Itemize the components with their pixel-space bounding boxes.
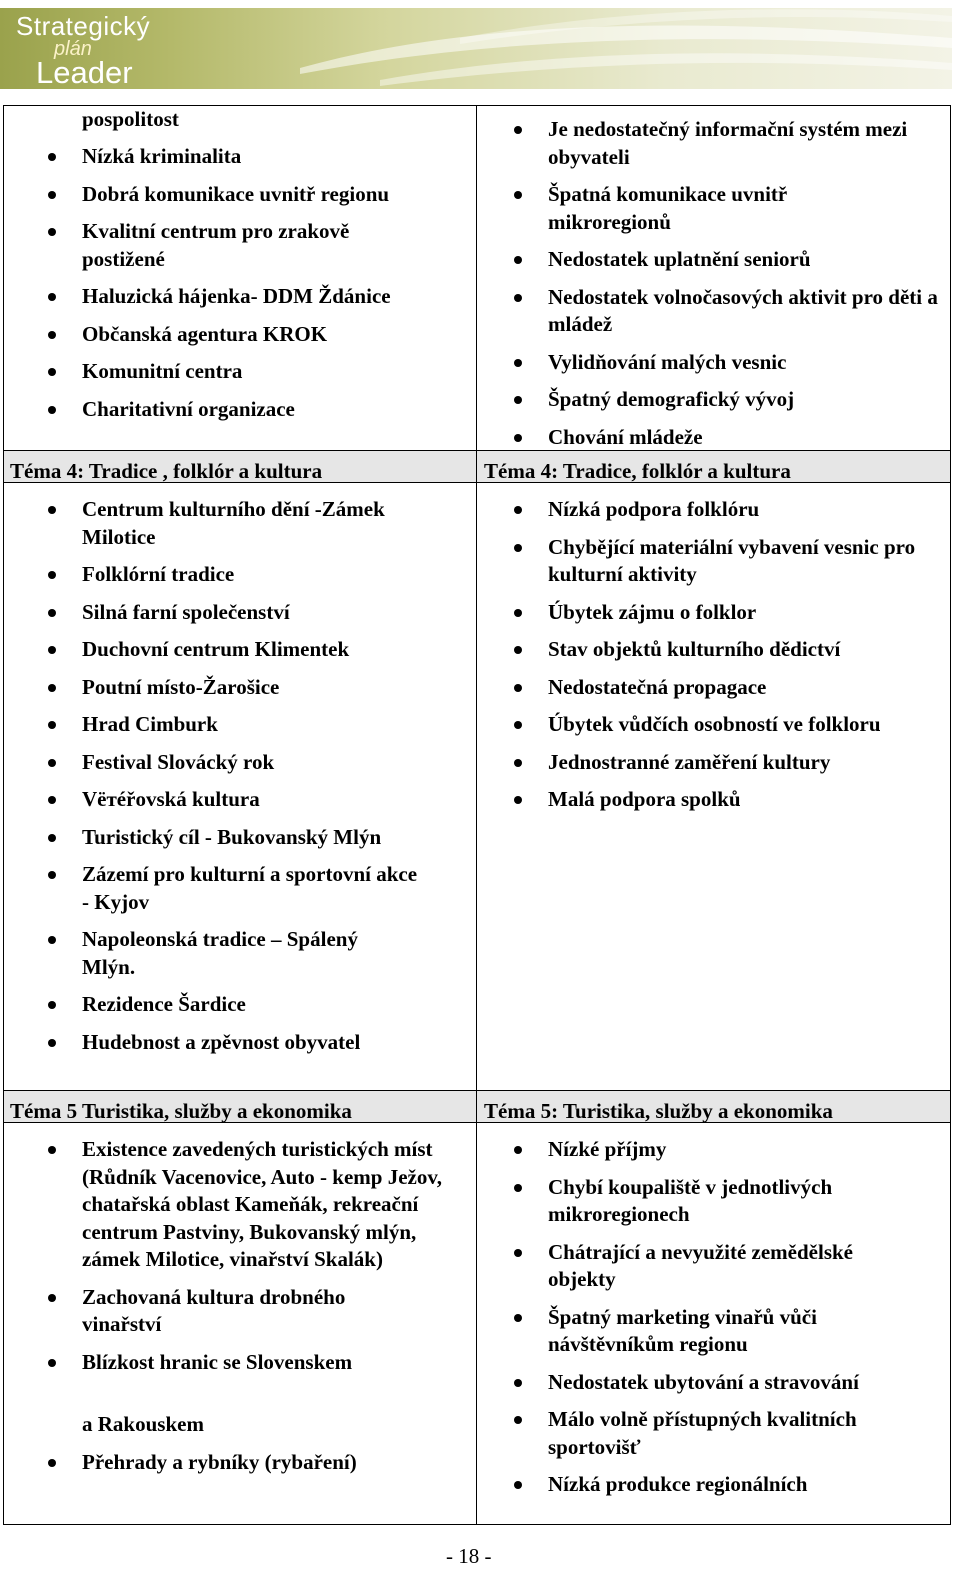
- list-item: [82, 1284, 392, 1339]
- list-item: [548, 116, 918, 171]
- list-item-text: Folklórní tradice: [82, 562, 235, 586]
- list-item: [548, 181, 838, 236]
- list-item: [548, 386, 938, 414]
- section5-top-rule: [3, 1090, 951, 1091]
- list-item-text: Úbytek vůdčích osobností ve folkloru: [548, 712, 881, 736]
- left-continuation-text-2: a Rakouskem: [82, 1412, 204, 1436]
- list-item: [548, 424, 938, 452]
- list-item: [548, 1239, 908, 1294]
- list-item-text: Rezidence Šardice: [82, 992, 246, 1016]
- list-item-text: Nedostatek uplatnění seniorů: [548, 247, 811, 271]
- section4-header-divider: [476, 450, 477, 483]
- list-item-text: Chátrající a nevyužité zemědělské objekty: [548, 1239, 854, 1291]
- bullet-icon: [48, 406, 56, 414]
- bullet-icon: [514, 544, 522, 552]
- list-item: [82, 218, 402, 273]
- list-item: [82, 636, 452, 664]
- list-item: [82, 674, 452, 702]
- list-item-text: Přehrady a rybníky (rybaření): [82, 1450, 357, 1474]
- list-item-text: Občanská agentura KROK: [82, 321, 328, 346]
- bullet-icon: [48, 646, 56, 654]
- list-item-text: Nedostatek ubytování a stravování: [548, 1369, 859, 1394]
- bullet-icon: [48, 1294, 56, 1302]
- list-item: [548, 284, 938, 339]
- list-item: [548, 349, 938, 377]
- list-item: [548, 1471, 938, 1499]
- bullet-icon: [514, 294, 522, 302]
- bullet-icon: [48, 684, 56, 692]
- list-item-text: Vylidňování malých vesnic: [548, 349, 787, 374]
- list-item: [82, 396, 462, 424]
- bullet-icon: [514, 506, 522, 514]
- list-item: [82, 496, 442, 551]
- list-item-text: Blízkost hranic se Slovenskem: [82, 1349, 353, 1374]
- bullet-icon: [48, 571, 56, 579]
- bullet-icon: [48, 153, 56, 161]
- list-item: [548, 1369, 938, 1397]
- bullet-icon: [514, 684, 522, 692]
- bullet-icon: [48, 506, 56, 514]
- list-item-text: Turistický cíl - Bukovanský Mlýn: [82, 824, 382, 849]
- list-item: [82, 1349, 452, 1377]
- bullet-icon: [514, 434, 522, 442]
- list-item: [82, 824, 452, 852]
- list-item-text: Silná farní společenství: [82, 599, 290, 624]
- list-item-text: Nedostatečná propagace: [548, 674, 767, 699]
- bullet-icon: [48, 721, 56, 729]
- bullet-icon: [514, 396, 522, 404]
- list-item: [548, 246, 938, 274]
- section5-header-divider: [476, 1090, 477, 1123]
- list-item-text: Zachovaná kultura drobného vinařství: [82, 1284, 346, 1336]
- list-item-text: Poutní místo-Žarošice: [82, 674, 280, 699]
- bullet-icon: [514, 759, 522, 767]
- strengths-tradition-list: [82, 496, 452, 1056]
- logo-line2: plán: [54, 38, 92, 60]
- list-item-text: Zázemí pro kulturní a sportovní akce - Kyjov: [82, 862, 418, 914]
- list-item: [82, 991, 452, 1019]
- list-item-text: Nízká podpora folklóru: [548, 497, 760, 521]
- section5-weaknesses-heading: Téma 5: Turistika, služby a ekonomika: [484, 1099, 833, 1123]
- weaknesses-tradition-list: [548, 496, 938, 814]
- bullet-icon: [514, 126, 522, 134]
- list-item: [548, 786, 938, 814]
- bullet-icon: [514, 796, 522, 804]
- weaknesses-tourism-list: [548, 1136, 938, 1499]
- list-item: [82, 861, 422, 916]
- list-item: [82, 711, 452, 739]
- list-item: [548, 636, 938, 664]
- list-item-text: Komunitní centra: [82, 359, 243, 383]
- bullet-icon: [48, 228, 56, 236]
- bullet-icon: [514, 1314, 522, 1322]
- logo-line1: Strategický: [16, 11, 151, 41]
- list-item: [548, 1304, 868, 1359]
- list-item-text: Existence zavedených turistických míst (Růdník Vacenovice, Auto - kemp Ježov, chatařská oblast Kameňák, rekreační centrum Pastviny, Bukovanský mlýn, zámek Milotice, vinařství Skalák): [82, 1137, 442, 1271]
- weaknesses-community-list: [548, 116, 938, 451]
- list-item-text: Hrad Cimburk: [82, 712, 218, 736]
- bullet-icon: [48, 796, 56, 804]
- list-item: [548, 674, 938, 702]
- list-item-text: Chybějící materiální vybavení vesnic pro kulturní aktivity: [548, 534, 916, 586]
- list-item: [82, 321, 462, 349]
- list-item-text: Chování mládeže: [548, 424, 703, 449]
- list-item-text: Vётéřovská kultura: [82, 787, 260, 811]
- list-item: [548, 1136, 938, 1164]
- bullet-icon: [514, 1379, 522, 1387]
- bullet-icon: [48, 609, 56, 617]
- list-item-text: Úbytek zájmu o folklor: [548, 599, 757, 624]
- list-item-text: Špatný marketing vinařů vůči návštěvníkům regionu: [548, 1304, 817, 1356]
- bullet-icon: [48, 293, 56, 301]
- bullet-icon: [48, 1459, 56, 1467]
- list-item-text: Je nedostatečný informační systém mezi obyvateli: [548, 117, 908, 169]
- list-item-text: Málo volně přístupných kvalitních sportovišť: [548, 1407, 857, 1459]
- strengths-tourism-list: [82, 1136, 452, 1376]
- bullet-icon: [48, 368, 56, 376]
- bullet-icon: [514, 191, 522, 199]
- section5-strengths-heading: Téma 5 Turistika, služby a ekonomika: [10, 1099, 352, 1123]
- list-item: [82, 786, 452, 814]
- list-item-text: Špatný demografický vývoj: [548, 387, 795, 411]
- list-item: [82, 181, 462, 209]
- strengths-tourism-list-tail: [82, 1449, 452, 1477]
- list-item-text: Špatná komunikace uvnitř mikroregionů: [548, 182, 788, 234]
- list-item: [548, 534, 933, 589]
- section4-weaknesses-heading: Téma 4: Tradice, folklór a kultura: [484, 459, 791, 483]
- bullet-icon: [514, 646, 522, 654]
- bullet-icon: [514, 1146, 522, 1154]
- list-item: [82, 926, 412, 981]
- list-item: [82, 358, 462, 386]
- bullet-icon: [48, 1359, 56, 1367]
- bullet-icon: [514, 359, 522, 367]
- bullet-icon: [48, 834, 56, 842]
- list-item-text: Centrum kulturního dění -Zámek Milotice: [82, 497, 385, 549]
- list-item-text: Haluzická hájenka- DDM Ždánice: [82, 284, 391, 308]
- list-item: [82, 561, 452, 589]
- list-item: [548, 496, 938, 524]
- bullet-icon: [48, 191, 56, 199]
- left-continuation-text: pospolitost: [82, 107, 179, 131]
- list-item-text: Duchovní centrum Klimentek: [82, 637, 350, 661]
- list-item: [548, 711, 938, 739]
- bullet-icon: [48, 936, 56, 944]
- section4-strengths-heading: Téma 4: Tradice , folklór a kultura: [10, 459, 323, 483]
- bullet-icon: [48, 1039, 56, 1047]
- table-left-border: [3, 105, 4, 1525]
- bullet-icon: [514, 1481, 522, 1489]
- list-item: [82, 1136, 447, 1274]
- bullet-icon: [48, 871, 56, 879]
- list-item: [82, 283, 462, 311]
- bullet-icon: [48, 1001, 56, 1009]
- list-item-text: Stav objektů kulturního dědictví: [548, 637, 841, 661]
- list-item-text: Dobrá komunikace uvnitř regionu: [82, 181, 390, 206]
- list-item: [82, 749, 452, 777]
- bullet-icon: [514, 1416, 522, 1424]
- list-item-text: Nízká produkce regionálních: [548, 1472, 808, 1496]
- list-item: [548, 1174, 888, 1229]
- strengths-community-list: [82, 143, 462, 423]
- table-right-border: [950, 105, 951, 1525]
- list-item-text: Nedostatek volnočasových aktivit pro děti a mládež: [548, 284, 938, 336]
- list-item: [548, 1406, 918, 1461]
- list-item: [548, 749, 938, 777]
- list-item-text: Nízká kriminalita: [82, 144, 242, 168]
- bullet-icon: [48, 331, 56, 339]
- list-item-text: Nízké příjmy: [548, 1137, 667, 1161]
- list-item-text: Jednostranné zaměření kultury: [548, 749, 831, 774]
- list-item: [82, 1029, 452, 1057]
- header-banner: [0, 8, 952, 89]
- list-item: [548, 599, 938, 627]
- list-item-text: Kvalitní centrum pro zrakově postižené: [82, 219, 350, 271]
- logo-line3: Leader: [36, 55, 133, 89]
- bullet-icon: [514, 1184, 522, 1192]
- list-item: [82, 599, 452, 627]
- list-item: [82, 143, 462, 171]
- bullet-icon: [514, 609, 522, 617]
- logo: [16, 12, 150, 88]
- list-item-text: Festival Slovácký rok: [82, 749, 275, 774]
- list-item: [82, 1449, 452, 1477]
- bullet-icon: [48, 1146, 56, 1154]
- table-column-divider: [476, 105, 477, 1525]
- list-item-text: Charitativní organizace: [82, 396, 295, 421]
- table-bottom-border: [3, 1524, 951, 1525]
- list-item-text: Chybí koupaliště v jednotlivých mikroregionech: [548, 1174, 833, 1226]
- list-item-text: Malá podpora spolků: [548, 787, 741, 811]
- list-item-text: Hudebnost a zpěvnost obyvatel: [82, 1029, 361, 1054]
- bullet-icon: [514, 1249, 522, 1257]
- bullet-icon: [514, 256, 522, 264]
- list-item-text: Napoleonská tradice – Spálený Mlýn.: [82, 927, 358, 979]
- bullet-icon: [48, 759, 56, 767]
- bullet-icon: [514, 721, 522, 729]
- page-number: - 18 -: [446, 1544, 492, 1568]
